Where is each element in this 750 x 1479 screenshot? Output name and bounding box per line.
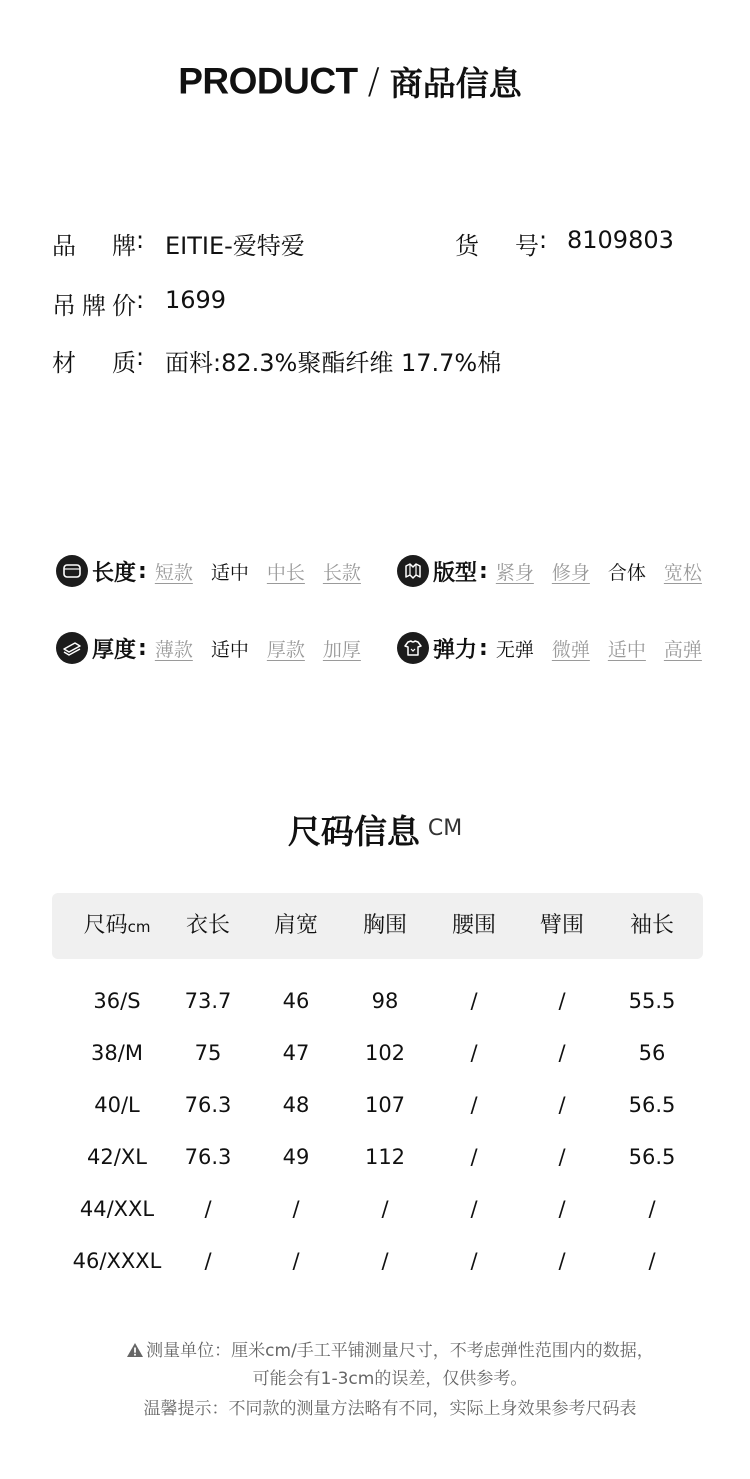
thickness-option-thin: 薄款 bbox=[154, 638, 193, 661]
price-label: 吊牌价 bbox=[52, 292, 136, 320]
table-cell: / bbox=[470, 1145, 478, 1169]
fit-option-loose: 宽松 bbox=[663, 561, 702, 584]
table-cell: / bbox=[558, 989, 566, 1013]
table-cell: / bbox=[648, 1197, 656, 1221]
note-text-1: 测量单位：厘米cm/手工平铺测量尺寸，不考虑弹性范围内的数据， bbox=[146, 1341, 654, 1361]
table-cell: 48 bbox=[282, 1093, 310, 1117]
length-option-long: 长款 bbox=[322, 561, 361, 584]
table-cell: 36/S bbox=[93, 989, 141, 1013]
table-cell: 44/XXL bbox=[79, 1197, 155, 1221]
size-section-title bbox=[0, 806, 750, 853]
table-cell: 46/XXXL bbox=[72, 1249, 162, 1273]
size-title-unit: CM bbox=[427, 816, 463, 841]
table-cell: 75 bbox=[194, 1041, 222, 1065]
size-title: 尺码信息 bbox=[287, 812, 420, 851]
stretch-option-medium: 适中 bbox=[607, 638, 646, 661]
attr-thickness-name: 厚度 bbox=[92, 637, 137, 663]
attr-thickness bbox=[56, 632, 361, 664]
header-separator: / bbox=[367, 61, 380, 102]
attr-fit-colon: : bbox=[479, 558, 488, 584]
material-colon: : bbox=[136, 343, 145, 371]
header-english: PRODUCT bbox=[178, 60, 358, 102]
note-line-3: 温馨提示：不同款的测量方法略有不同，实际上身效果参考尺码表 bbox=[143, 1399, 637, 1419]
attr-thickness-colon: : bbox=[138, 635, 147, 661]
page-header bbox=[0, 58, 700, 105]
material-label: 材 质 bbox=[52, 349, 136, 377]
table-cell: / bbox=[381, 1197, 389, 1221]
col-header-length: 衣长 bbox=[185, 913, 230, 938]
length-option-mid-long: 中长 bbox=[266, 561, 305, 584]
thickness-option-extra-thick: 加厚 bbox=[322, 638, 361, 661]
fit-option-tight: 紧身 bbox=[495, 561, 534, 584]
article-colon: : bbox=[539, 226, 548, 254]
table-cell: / bbox=[470, 1249, 478, 1273]
table-cell: / bbox=[381, 1249, 389, 1273]
note-line-1 bbox=[0, 1336, 750, 1361]
price-colon: : bbox=[136, 286, 145, 314]
thickness-option-medium: 适中 bbox=[210, 638, 249, 661]
table-cell: 56 bbox=[638, 1041, 666, 1065]
table-cell: / bbox=[204, 1197, 212, 1221]
table-cell: 76.3 bbox=[184, 1093, 232, 1117]
table-cell: / bbox=[292, 1249, 300, 1273]
table-cell: 76.3 bbox=[184, 1145, 232, 1169]
table-cell: / bbox=[558, 1145, 566, 1169]
fabric-layers-icon bbox=[56, 632, 88, 664]
table-cell: 47 bbox=[282, 1041, 310, 1065]
brand-label: 品 牌 bbox=[52, 232, 136, 260]
attr-stretch-colon: : bbox=[479, 635, 488, 661]
attr-length bbox=[56, 555, 361, 587]
table-cell: / bbox=[470, 989, 478, 1013]
col-header-waist: 腰围 bbox=[451, 913, 496, 938]
stretch-shirt-icon bbox=[397, 632, 429, 664]
table-cell: / bbox=[292, 1197, 300, 1221]
fit-option-slim: 修身 bbox=[551, 561, 590, 584]
col-header-shoulder: 肩宽 bbox=[273, 913, 318, 938]
brand-colon: : bbox=[136, 226, 145, 254]
stretch-option-high: 高弹 bbox=[663, 638, 702, 661]
length-option-medium: 适中 bbox=[210, 561, 249, 584]
length-option-short: 短款 bbox=[154, 561, 193, 584]
article-label: 货 号 bbox=[455, 232, 539, 260]
article-value: 8109803 bbox=[567, 226, 674, 254]
table-cell: 56.5 bbox=[628, 1145, 676, 1169]
table-cell: / bbox=[470, 1093, 478, 1117]
attr-stretch-name: 弹力 bbox=[433, 637, 478, 663]
header-chinese: 商品信息 bbox=[389, 64, 522, 103]
stretch-option-none: 无弹 bbox=[495, 638, 534, 661]
table-cell: / bbox=[204, 1249, 212, 1273]
attr-fit-name: 版型 bbox=[433, 560, 478, 586]
table-cell: 98 bbox=[371, 989, 399, 1013]
body-fit-icon bbox=[397, 555, 429, 587]
col-header-size: 尺码cm bbox=[83, 913, 151, 938]
table-cell: 42/XL bbox=[87, 1145, 147, 1169]
table-cell: / bbox=[648, 1249, 656, 1273]
price-value: 1699 bbox=[165, 286, 227, 314]
table-cell: / bbox=[558, 1249, 566, 1273]
table-cell: 107 bbox=[364, 1093, 406, 1117]
table-cell: 56.5 bbox=[628, 1093, 676, 1117]
brand-value: EITIE-爱特爱 bbox=[165, 232, 305, 260]
table-cell: 46 bbox=[282, 989, 310, 1013]
table-cell: 102 bbox=[364, 1041, 406, 1065]
stretch-option-slight: 微弹 bbox=[551, 638, 590, 661]
attr-stretch bbox=[397, 632, 702, 664]
table-cell: 55.5 bbox=[628, 989, 676, 1013]
note-line-2: 可能会有1-3cm的误差，仅供参考。 bbox=[252, 1369, 528, 1389]
fit-option-regular: 合体 bbox=[607, 561, 646, 584]
table-cell: 40/L bbox=[94, 1093, 140, 1117]
attr-length-name: 长度 bbox=[92, 560, 137, 586]
thickness-option-thick: 厚款 bbox=[266, 638, 305, 661]
table-cell: / bbox=[558, 1093, 566, 1117]
table-cell: 73.7 bbox=[184, 989, 232, 1013]
col-header-chest: 胸围 bbox=[362, 913, 407, 938]
garment-length-icon bbox=[56, 555, 88, 587]
table-cell: 49 bbox=[282, 1145, 310, 1169]
material-value: 面料:82.3%聚酯纤维 17.7%棉 bbox=[165, 349, 502, 377]
table-cell: / bbox=[558, 1197, 566, 1221]
table-cell: / bbox=[470, 1197, 478, 1221]
attr-length-colon: : bbox=[138, 558, 147, 584]
table-cell: / bbox=[558, 1041, 566, 1065]
table-cell: / bbox=[470, 1041, 478, 1065]
warning-icon bbox=[126, 1342, 144, 1358]
col-header-size-unit: cm bbox=[127, 918, 151, 936]
col-header-sleeve: 袖长 bbox=[629, 913, 674, 938]
table-cell: 38/M bbox=[91, 1041, 143, 1065]
table-cell: 112 bbox=[364, 1145, 406, 1169]
attr-fit bbox=[397, 555, 702, 587]
col-header-arm: 臂围 bbox=[539, 913, 584, 938]
